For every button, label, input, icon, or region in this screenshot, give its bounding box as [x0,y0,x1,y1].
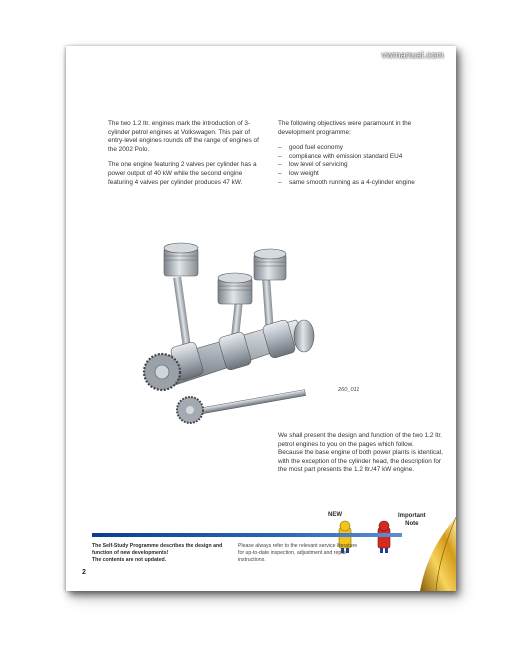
piston-3 [218,273,252,304]
intro-paragraph-2: The one engine featuring 2 valves per cylinder has a power output of 40 kW while the second engine featuring 4 valves per cylinder produces 47 kW. [108,161,257,186]
piston-1 [164,243,198,276]
footer-disclaimer: The Self-Study Programme describes the design and function of new developments! The contents are not updated. [92,543,223,563]
lower-paragraph-2: Because the base engine of both power plants is identical, with the exception of the cylinder head, the description for the most part presents the 1.2 ltr./47 kW engine. [278,449,443,474]
new-badge-label: NEW [328,512,342,518]
list-item: – same smooth running as a 4-cylinder engine [278,179,446,188]
figure-reference: 260_011 [338,387,360,393]
list-item: – good fuel economy [278,144,446,153]
list-item: – low weight [278,170,446,179]
objectives-column [278,120,446,187]
objectives-heading: The following objectives were paramount in the development programme: [278,120,412,136]
piston-2 [254,249,286,280]
footer-bar [92,533,402,537]
footer-service-note: Please always refer to the relevant service literature for up-to-date inspection, adjustment and repair instructions. [238,543,358,563]
manual-page [66,46,456,591]
lower-paragraph-1: We shall present the design and function of the two 1.2 ltr. petrol engines to you on the pages which follow. [278,432,443,448]
engine-crankshaft-illustration [136,242,356,432]
watermark: vwmanual.com [381,50,444,60]
lower-text-column [278,432,450,482]
objectives-list [278,144,446,187]
intro-column [108,120,268,194]
intro-paragraph-1: The two 1.2 ltr. engines mark the introduction of 3-cylinder petrol engines at Volkswagen. This pair of entry-level engines rounds off the range of engines of the 2002 Polo. [108,120,259,153]
list-item: – compliance with emission standard EU4 [278,153,446,162]
timing-gear [144,354,180,390]
balance-shaft [177,390,306,423]
important-note-label: Important Note [398,513,426,527]
list-item: – low level of servicing [278,161,446,170]
page-number: 2 [82,569,86,576]
page-curl-icon [386,517,456,591]
